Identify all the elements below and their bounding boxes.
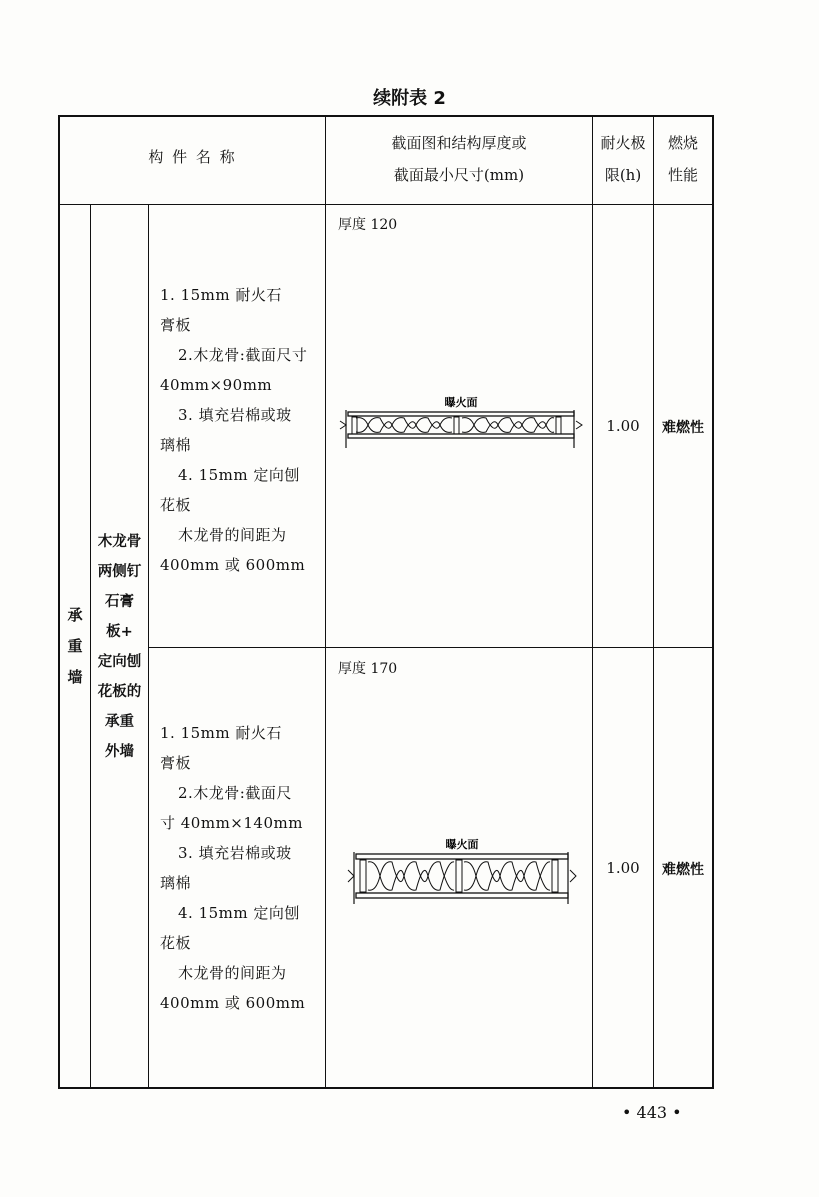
header-burn-line2: 性能: [667, 166, 698, 184]
material-line: 花板: [160, 934, 192, 952]
material-line: 1. 15mm 耐火石: [160, 286, 282, 304]
page-title: 续附表 2: [373, 88, 446, 109]
component-line: 定向刨: [97, 654, 142, 670]
row2-materials: [160, 718, 305, 1018]
material-line: 400mm 或 600mm: [160, 994, 306, 1012]
col-line-5: [653, 115, 654, 1088]
fire-side-label: 曝火面: [445, 838, 479, 851]
category-char: 墙: [67, 668, 83, 686]
row2-burn: 难燃性: [662, 862, 704, 878]
header-section-line2: 截面最小尺寸(mm): [393, 166, 525, 184]
material-line: 2.木龙骨:截面尺寸: [178, 346, 308, 364]
component-line: 外墙: [105, 744, 134, 760]
header-fire-line1: 耐火极: [600, 134, 646, 152]
material-line: 木龙骨的间距为: [178, 964, 287, 982]
material-line: 膏板: [160, 316, 192, 334]
row1-materials: [160, 280, 307, 580]
category-label: [60, 600, 90, 693]
header-divider: [58, 204, 714, 205]
material-line: 40mm×90mm: [160, 376, 273, 394]
row1-thickness: 厚度 120: [338, 217, 398, 233]
col-line-4: [592, 115, 593, 1088]
component-label: [91, 527, 148, 767]
material-line: 寸 40mm×140mm: [160, 814, 303, 832]
fire-side-label: 曝火面: [444, 396, 478, 409]
component-line: 石膏: [105, 594, 134, 610]
header-section-line1: 截面图和结构厚度或: [391, 134, 527, 152]
col-line-2: [148, 204, 149, 1088]
component-line: 承重: [105, 714, 134, 730]
category-char: 承: [67, 606, 83, 624]
row1-fire-limit: 1.00: [606, 417, 640, 435]
row2-fire-limit: 1.00: [606, 859, 640, 877]
material-line: 木龙骨的间距为: [178, 526, 287, 544]
material-line: 400mm 或 600mm: [160, 556, 306, 574]
row-divider: [148, 647, 714, 648]
material-line: 4. 15mm 定向刨: [178, 466, 300, 484]
component-line: 两侧钉: [97, 564, 142, 580]
header-fire-line2: 限(h): [604, 166, 642, 184]
material-line: 1. 15mm 耐火石: [160, 724, 282, 742]
material-line: 膏板: [160, 754, 192, 772]
component-line: 木龙骨: [97, 534, 142, 550]
material-line: 璃棉: [160, 874, 192, 892]
header-burn-line1: 燃烧: [667, 134, 698, 152]
row2-thickness: 厚度 170: [338, 661, 398, 677]
component-line: 花板的: [97, 684, 142, 700]
header-name: 构 件 名 称: [148, 148, 237, 166]
row1-burn: 难燃性: [662, 420, 704, 436]
material-line: 3. 填充岩棉或玻: [178, 844, 292, 862]
row2-section-diagram: [346, 832, 578, 906]
material-line: 4. 15mm 定向刨: [178, 904, 300, 922]
table-right-border: [712, 115, 714, 1089]
material-line: 璃棉: [160, 436, 192, 454]
table-bottom-border: [58, 1087, 714, 1089]
col-line-3: [325, 115, 326, 1088]
component-line: 板+: [106, 624, 133, 640]
row1-section-diagram: [338, 390, 584, 450]
category-char: 重: [67, 637, 83, 655]
page-number: • 443 •: [622, 1103, 682, 1122]
material-line: 花板: [160, 496, 192, 514]
table-top-border: [58, 115, 714, 117]
material-line: 2.木龙骨:截面尺: [178, 784, 292, 802]
material-line: 3. 填充岩棉或玻: [178, 406, 292, 424]
